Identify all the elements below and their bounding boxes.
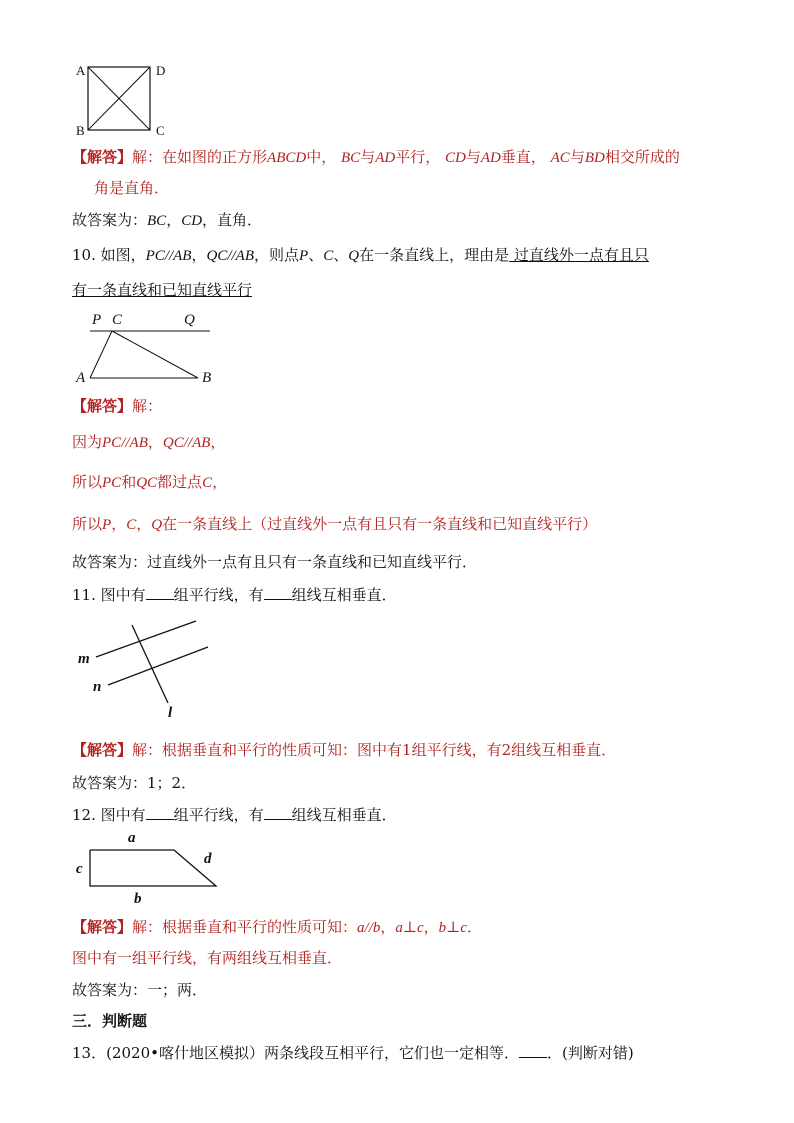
label-C: C xyxy=(156,123,165,138)
text: ， xyxy=(166,211,182,229)
text: 1 xyxy=(402,741,412,759)
q9-answer-line2: 角是直角． xyxy=(94,179,170,197)
math: PC xyxy=(102,435,122,451)
math: AB xyxy=(129,435,148,451)
label-B: B xyxy=(76,123,85,138)
text: 在一条直线上（过直线外一点有且只有一条直线和已知直线平行） xyxy=(162,515,598,533)
text: ．(判断对错) xyxy=(546,1044,634,1062)
math: // xyxy=(121,435,130,451)
answer-tag: 【解答】 xyxy=(72,741,133,759)
label-n: n xyxy=(93,679,102,695)
text: 组平行线，有 xyxy=(173,806,264,824)
text: 10. 如图， xyxy=(72,246,146,264)
text: 都过点 xyxy=(157,473,203,491)
text: ， xyxy=(380,918,396,936)
text: ， xyxy=(147,433,163,451)
text: 、 xyxy=(333,246,349,264)
q12-answer xyxy=(72,917,482,938)
q10-stem-line1 xyxy=(72,245,649,266)
text: 垂直， xyxy=(500,148,546,166)
label-a: a xyxy=(128,830,136,846)
math: BC xyxy=(147,213,167,229)
math: AB xyxy=(192,435,211,451)
label-m: m xyxy=(78,651,90,667)
math: C xyxy=(202,475,213,491)
text: 和 xyxy=(121,473,137,491)
math: P xyxy=(102,517,112,533)
math: // xyxy=(164,248,174,264)
q13-stem xyxy=(72,1043,634,1063)
math: PC xyxy=(145,248,165,264)
text: ， xyxy=(210,433,226,451)
parallel-lines-figure xyxy=(90,615,230,715)
q9-final xyxy=(72,210,262,231)
math: Q xyxy=(348,248,360,264)
math: PC xyxy=(102,475,122,491)
q10-answer-line1 xyxy=(72,432,225,453)
label-A: A xyxy=(76,63,86,78)
label-A: A xyxy=(76,370,86,386)
math: ABCD xyxy=(267,150,307,166)
text: ，则点 xyxy=(254,246,300,264)
math: AD xyxy=(375,150,396,166)
text: 故答案为： xyxy=(72,211,148,229)
text: 组线互相垂直． xyxy=(291,806,397,824)
text: ， xyxy=(136,515,152,533)
answer-tag: 【解答】 xyxy=(72,918,133,936)
blank[interactable] xyxy=(519,1043,547,1058)
text: 组线互相垂直． xyxy=(511,741,617,759)
text: 解：根据垂直和平行的性质可知：图中有 xyxy=(132,741,403,759)
blank[interactable] xyxy=(146,805,174,820)
math: // xyxy=(183,435,193,451)
text: 13．(2020•喀什地区模拟）两条线段互相平行，它们也一定相等． xyxy=(72,1044,519,1062)
text: ， xyxy=(111,515,127,533)
q10-stem-line2: 有一条直线和已知直线平行 xyxy=(72,281,253,299)
math: QC xyxy=(136,475,158,491)
text: 组平行线，有 xyxy=(173,586,264,604)
label-l: l xyxy=(168,705,173,721)
text: ， xyxy=(212,473,228,491)
math: BD xyxy=(584,150,605,166)
text: 组线互相垂直． xyxy=(291,586,397,604)
q12-final: 故答案为：一；两． xyxy=(72,981,208,999)
math: C xyxy=(126,517,137,533)
answer-tag: 【解答】 xyxy=(72,148,133,166)
text: ，直角． xyxy=(202,211,263,229)
label-b: b xyxy=(134,891,142,907)
text: 相交所成的 xyxy=(604,148,680,166)
text: 11. 图中有 xyxy=(72,586,146,604)
label-P: P xyxy=(92,312,102,328)
math: BC xyxy=(341,150,361,166)
math: a⊥c xyxy=(395,920,424,936)
answer-tag: 【解答】 xyxy=(72,397,133,415)
label-c: c xyxy=(76,861,83,877)
text: 所以 xyxy=(72,515,103,533)
q9-answer-line1 xyxy=(72,147,680,168)
text: 、 xyxy=(308,246,324,264)
text: 12. 图中有 xyxy=(72,806,146,824)
blank[interactable] xyxy=(264,585,292,600)
math: C xyxy=(323,248,334,264)
text: 中， xyxy=(306,148,337,166)
text: ， xyxy=(191,246,207,264)
text: 与 xyxy=(465,148,481,166)
math: AB xyxy=(173,248,192,264)
blank[interactable] xyxy=(264,805,292,820)
q10-final: 故答案为：过直线外一点有且只有一条直线和已知直线平行． xyxy=(72,553,478,571)
filled-answer: 过直线外一点有且只 xyxy=(509,246,649,264)
math: // xyxy=(227,248,236,264)
math: b⊥c xyxy=(438,920,467,936)
text: 平行， xyxy=(395,148,441,166)
q11-final: 故答案为：1；2． xyxy=(72,774,197,792)
text: 解： xyxy=(132,397,163,415)
text: 与 xyxy=(360,148,376,166)
math: Q xyxy=(151,517,163,533)
math: a//b xyxy=(357,920,381,936)
text: ． xyxy=(466,918,482,936)
text: 与 xyxy=(569,148,585,166)
label-B: B xyxy=(202,370,212,386)
q11-stem xyxy=(72,585,397,605)
math: CD xyxy=(444,150,466,166)
q12-stem xyxy=(72,805,397,825)
q11-answer xyxy=(72,740,616,760)
q12-answer-line2: 图中有一组平行线，有两组线互相垂直． xyxy=(72,949,343,967)
label-d: d xyxy=(204,851,212,867)
label-C: C xyxy=(112,312,123,328)
math: P xyxy=(299,248,309,264)
q10-answer-head xyxy=(72,396,162,416)
math: AC xyxy=(550,150,570,166)
math: QC xyxy=(162,435,184,451)
q10-answer-line2 xyxy=(72,472,227,493)
math: CD xyxy=(181,213,203,229)
text: 因为 xyxy=(72,433,103,451)
math: AD xyxy=(480,150,501,166)
label-D: D xyxy=(156,63,166,78)
text: 在一条直线上，理由是 xyxy=(359,246,510,264)
math: AB xyxy=(235,248,254,264)
math: QC xyxy=(206,248,228,264)
q10-answer-line3 xyxy=(72,514,597,535)
text: 2 xyxy=(501,741,512,759)
label-Q: Q xyxy=(184,312,195,328)
square-diagonals-figure xyxy=(85,65,165,145)
text: 解：在如图的正方形 xyxy=(132,148,268,166)
text: 解：根据垂直和平行的性质可知： xyxy=(132,918,358,936)
blank[interactable] xyxy=(146,585,174,600)
text: ， xyxy=(423,918,439,936)
text: 组平行线，有 xyxy=(411,741,502,759)
section-heading: 三．判断题 xyxy=(72,1012,148,1030)
text: 所以 xyxy=(72,473,103,491)
